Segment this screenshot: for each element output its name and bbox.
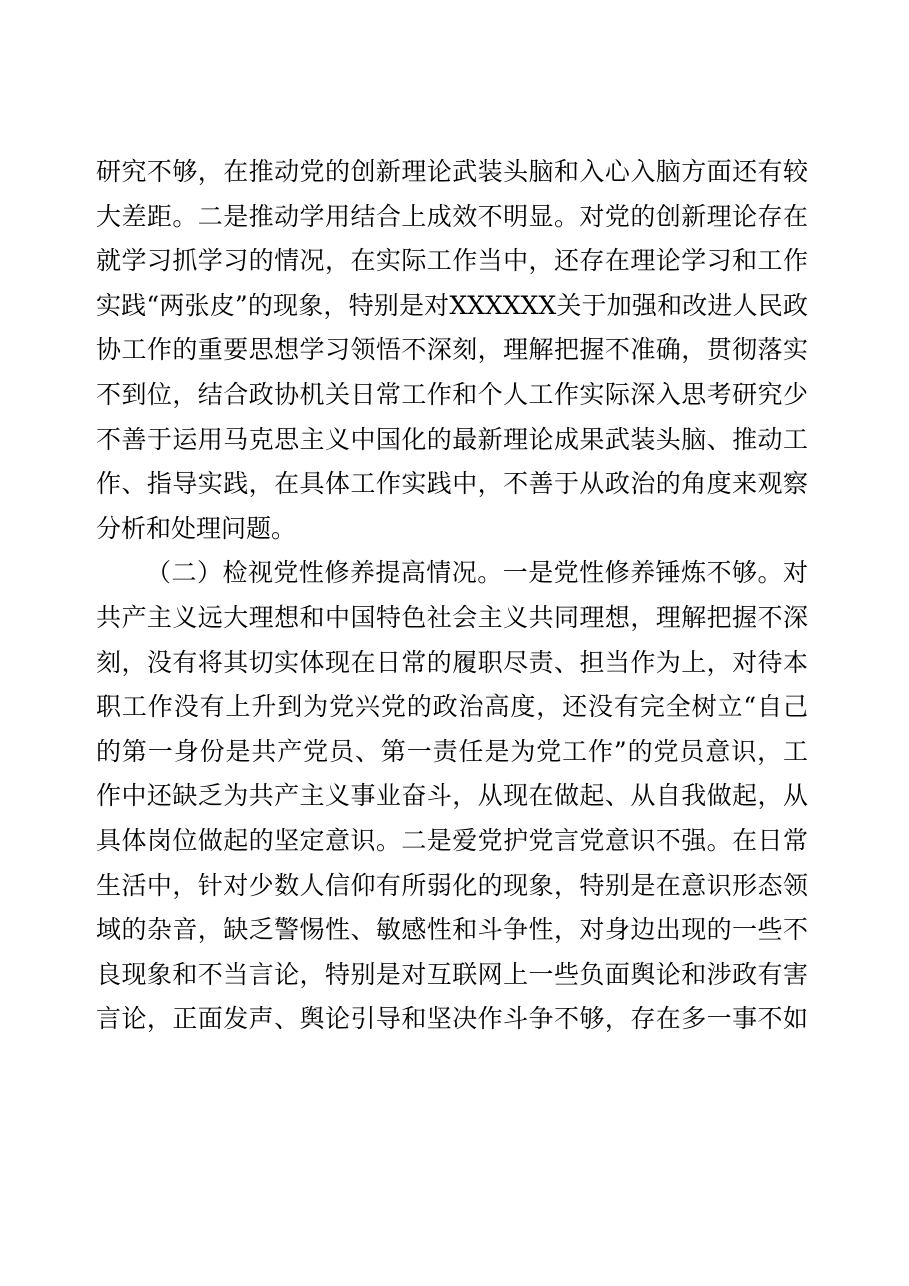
- text-line: 生活中，针对少数人信仰有所弱化的现象，特别是在意识形态领: [96, 870, 808, 900]
- text-line: 职工作没有上升到为党兴党的政治高度，还没有完全树立“自己: [96, 692, 808, 722]
- text-line: 域的杂音，缺乏警惕性、敏感性和斗争性，对身边出现的一些不: [96, 915, 808, 945]
- text-line: 作、指导实践，在具体工作实践中，不善于从政治的角度来观察: [96, 469, 808, 499]
- text-line: 刻，没有将其切实体现在日常的履职尽责、担当作为上，对待本: [96, 647, 808, 677]
- document-body: [96, 150, 808, 1042]
- text-line: 实践“两张皮”的现象，特别是对XXXXXX关于加强和改进人民政: [96, 290, 808, 320]
- text-line: 言论，正面发声、舆论引导和坚决作斗争不够，存在多一事不如: [96, 1004, 808, 1034]
- text-line: 研究不够，在推动党的创新理论武装头脑和入心入脑方面还有较: [96, 157, 808, 186]
- section-heading-line: （二）检视党性修养提高情况。一是党性修养锤炼不够。对: [146, 558, 808, 588]
- paragraph-1: [96, 150, 808, 551]
- text-line: 分析和处理问题。: [96, 513, 297, 543]
- text-line: 不善于运用马克思主义中国化的最新理论成果武装头脑、推动工: [96, 424, 808, 454]
- text-line: 就学习抓学习的情况，在实际工作当中，还存在理论学习和工作: [96, 246, 808, 276]
- text-line: 不到位，结合政协机关日常工作和个人工作实际深入思考研究少: [96, 379, 808, 409]
- text-line: 具体岗位做起的坚定意识。二是爱党护党言党意识不强。在日常: [96, 825, 808, 855]
- text-line: 的第一身份是共产党员、第一责任是为党工作”的党员意识，工: [96, 736, 808, 766]
- paragraph-2: [96, 551, 808, 1042]
- text-line: 共产主义远大理想和中国特色社会主义共同理想，理解把握不深: [96, 602, 808, 632]
- text-line: 大差距。二是推动学用结合上成效不明显。对党的创新理论存在: [96, 201, 808, 231]
- text-line: 协工作的重要思想学习领悟不深刻，理解把握不准确，贯彻落实: [96, 335, 808, 365]
- text-line: 作中还缺乏为共产主义事业奋斗，从现在做起、从自我做起，从: [96, 781, 808, 811]
- text-line: 良现象和不当言论，特别是对互联网上一些负面舆论和涉政有害: [96, 959, 808, 989]
